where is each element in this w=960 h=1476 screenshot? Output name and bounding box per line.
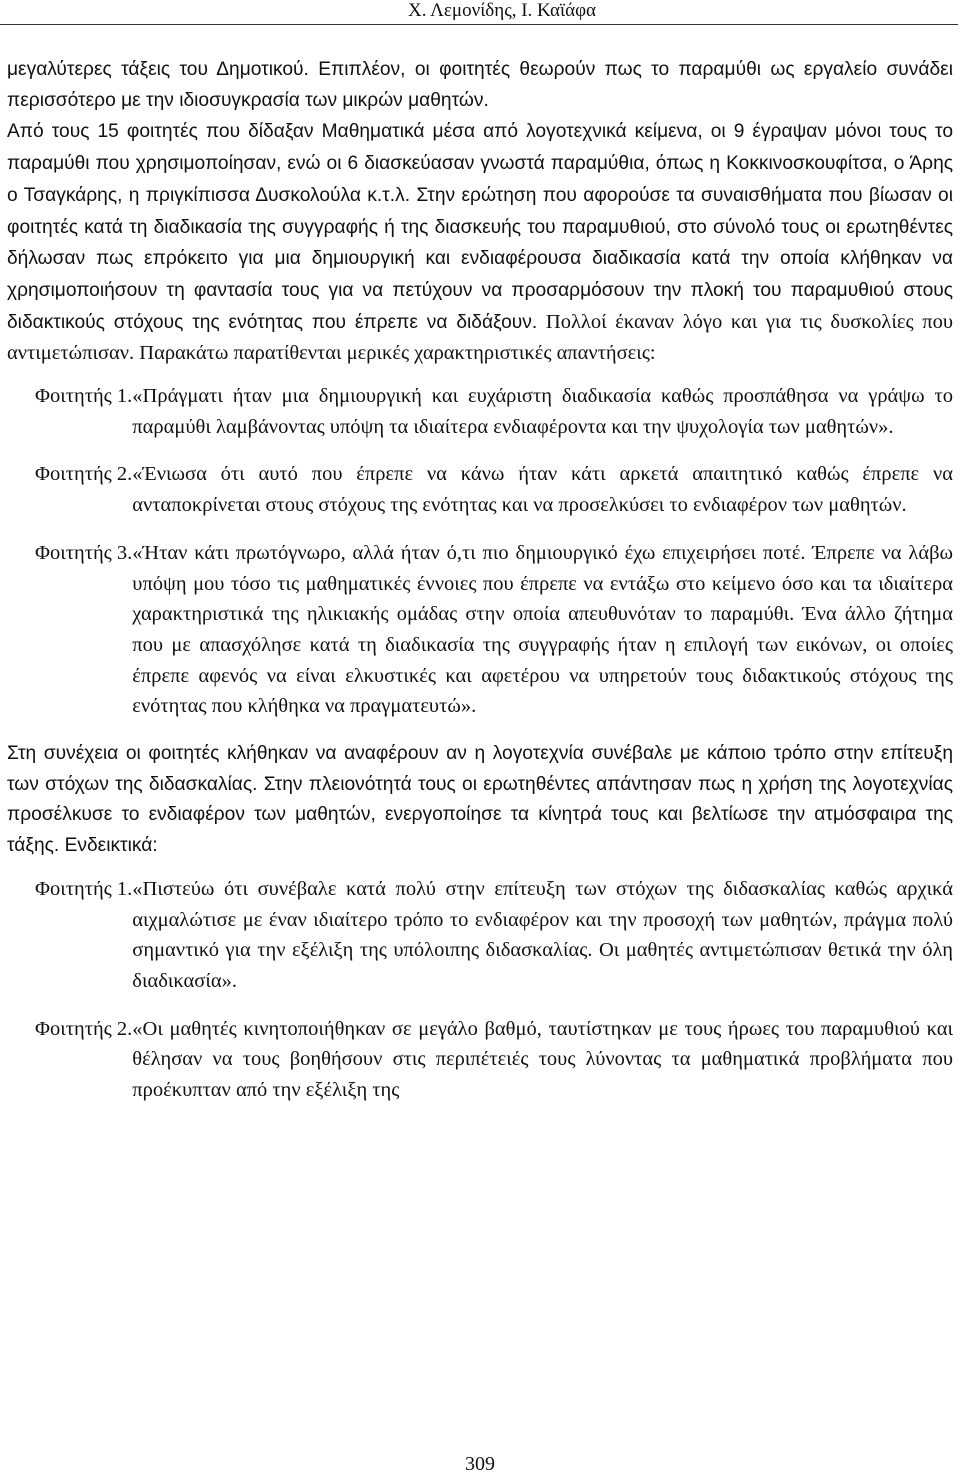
quote-item bbox=[35, 459, 953, 520]
quote-text: «Οι μαθητές κινητοποιήθηκαν σε μεγάλο βαθμό, ταυτίστηκαν με τους ήρωες του παραμυθιού και θέλησαν να τους βοηθήσουν στις περιπέτειές τους λύνοντας τα μαθηματικά προβλήματα που προέκυπταν από την εξέλιξη της bbox=[132, 1017, 953, 1102]
paragraph-2 bbox=[7, 116, 953, 369]
quote-text: «Πιστεύω ότι συνέβαλε κατά πολύ στην επίτευξη των στόχων της διδασκαλίας καθώς αρχικά αιχμαλώτισε με έναν ιδιαίτερο τρόπο το ενδιαφέρον και την προσοχή των μαθητών, πράγμα πολύ σημαντικό για την εξέλιξη της υπόλοιπης διδασκαλίας. Οι μαθητές αντιμετώπισαν θετικά την όλη διαδικασία». bbox=[132, 877, 953, 992]
quote-text: «Ένιωσα ότι αυτό που έπρεπε να κάνω ήταν κάτι αρκετά απαιτητικό καθώς έπρεπε να ανταποκρίνεται στους στόχους της ενότητας και να προσελκύσει το ενδιαφέρον των μαθητών. bbox=[132, 463, 953, 517]
quote-item bbox=[35, 1014, 953, 1106]
quote-label: Φοιτητής 1. bbox=[35, 877, 133, 900]
paragraph-2-part-1: Από τους 15 φοιτητές που δίδαξαν Μαθηματικά μέσα από λογοτεχνικά κείμενα, οι 9 έγραψαν μόνοι τους το παραμύθι που χρησιμοποίησαν, ενώ οι 6 διασκεύασαν γνωστά παραμύθια, όπως η Κοκκινοσκουφίτσα, ο Άρης ο Τσαγκάρης, η πριγκίπισσα Δυσκολούλα κ.τ.λ. Στην ερώτηση που αφορούσε τα συναισθήματα που βίωσαν οι φοιτητές κατά τη διαδικασία της συγγραφής ή της διασκευής του παραμυθιού, στο σύνολό τους οι ερωτηθέντες δήλωσαν πως επρόκειτο για μια δημιουργική και ενδιαφέρουσα διαδικασία κατά την οποία κλήθηκαν να χρησιμοποιήσουν τη φαντασία τους για να πετύχουν να προσαρμόσουν την πλοκή του παραμυθιού στους διδακτικούς στόχους της ενότητας που έπρεπε να διδάξουν. bbox=[7, 121, 953, 333]
paragraph-2-part-2: Πολλοί έκαναν λόγο και για τις δυσκολίες που αντιμετώπισαν. Παρακάτω παρατίθενται μερικές χαρακτηριστικές απαντήσεις: bbox=[7, 310, 953, 365]
quote-text: «Πράγματι ήταν μια δημιουργική και ευχάριστη διαδικασία καθώς προσπάθησα να γράψω το παραμύθι λαμβάνοντας υπόψη τα ιδιαίτερα ενδιαφέροντα και την ψυχολογία των μαθητών». bbox=[132, 385, 953, 438]
quote-item bbox=[35, 874, 953, 997]
running-head-text: Χ. Λεμονίδης, Ι. Καϊάφα bbox=[407, 0, 596, 21]
quote-item bbox=[35, 538, 953, 722]
quote-label: Φοιτητής 1. bbox=[35, 385, 133, 408]
student-quotes-b bbox=[7, 874, 953, 1106]
page-number: 309 bbox=[465, 1453, 495, 1475]
quote-item bbox=[35, 381, 953, 442]
student-quotes-a bbox=[7, 381, 953, 722]
running-header bbox=[0, 0, 958, 25]
quote-text: «Ήταν κάτι πρωτόγνωρο, αλλά ήταν ό,τι πιο δημιουργικό έχω επιχειρήσει ποτέ. Έπρεπε να λάβω υπόψη μου τόσο τις μαθηματικές έννοιες που έπρεπε να εντάξω στο κείμενο όσο και τα ιδιαίτερα χαρακτηριστικά της ηλικιακής ομάδας στην οποία απευθυνόταν το παραμύθι. Ένα άλλο ζήτημα που με απασχόλησε κατά τη διαδικασία της συγγραφής ήταν η επιλογή των εικόνων, οι οποίες έπρεπε αφενός να είναι ελκυστικές και αφετέρου να υπηρετούν τους διδακτικούς στόχους της ενότητας που κλήθηκα να πραγματευτώ». bbox=[132, 541, 953, 718]
quote-label: Φοιτητής 2. bbox=[35, 463, 133, 486]
quote-label: Φοιτητής 3. bbox=[35, 541, 133, 564]
page-body bbox=[7, 55, 953, 1123]
paragraph-3: Στη συνέχεια οι φοιτητές κλήθηκαν να αναφέρουν αν η λογοτεχνία συνέβαλε με κάποιο τρόπο στην επίτευξη των στόχων της διδασκαλίας. Στην πλειονότητά τους οι ερωτηθέντες απάντησαν πως η χρήση της λογοτεχνίας προσέλκυσε το ενδιαφέρον των μαθητών, ενεργοποίησε τα κίνητρά τους και βελτίωσε την ατμόσφαιρα της τάξης. Ενδεικτικά: bbox=[7, 743, 953, 857]
quote-label: Φοιτητής 2. bbox=[35, 1017, 133, 1040]
paragraph-1: μεγαλύτερες τάξεις του Δημοτικού. Επιπλέον, οι φοιτητές θεωρούν πως το παραμύθι ως εργαλείο συνάδει περισσότερο με την ιδιοσυγκρασία των μικρών μαθητών. bbox=[7, 59, 953, 111]
